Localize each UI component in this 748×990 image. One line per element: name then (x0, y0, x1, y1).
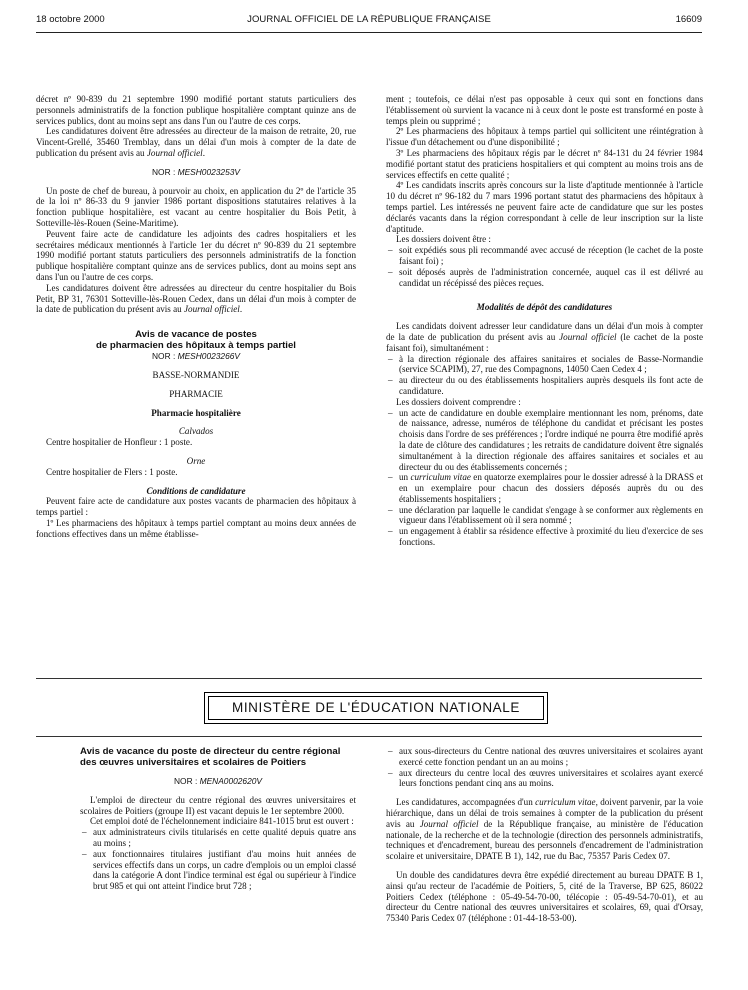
left-column-bottom (80, 746, 356, 892)
header-title: JOURNAL OFFICIEL DE LA RÉPUBLIQUE FRANÇAISE (247, 14, 491, 25)
left-column-top (36, 94, 356, 540)
list-item: – aux fonctionnaires titulaires justifiant d'au moins huit années de services effectifs dans un corps, un cadre d'emplois ou un emploi classé dans la catégorie A dont l'indice terminal est égal ou supérieur à l'indice brut 985 et qui ont atteint l'indice brut 728 ; (80, 849, 356, 892)
department-heading: Orne (186, 455, 206, 466)
section-title: Avis de vacance de postes (135, 329, 257, 341)
list-item: – au directeur du ou des établissements hospitaliers auprès desquels ils font acte de candidature. (386, 375, 703, 397)
paragraph: Les candidats doivent adresser leur candidature dans un délai d'un mois à compter de la date de publication du présent avis au Journal officiel (le cachet de la poste faisant foi), simultanément : (386, 321, 703, 353)
list (80, 827, 356, 892)
list (386, 245, 703, 288)
list-item: – aux administrateurs civils titularisés en cette qualité depuis quatre ans au moins ; (80, 827, 356, 849)
section-title: de pharmacien des hôpitaux à temps partiel (96, 340, 296, 352)
paragraph: 1º Les pharmaciens des hôpitaux à temps partiel comptant au moins deux années de fonctions effectives dans un même établisse- (36, 517, 356, 539)
nor-reference: NOR : MESH0023266V (152, 351, 240, 362)
list-item: – un acte de candidature en double exemplaire mentionnant les nom, prénoms, date de naissance, adresse, numéros de téléphone du candidat et précisant les postes choisis dans l'ordre de ses préférences ; l'ordre indiqué ne pourra être modifié après la date de clôture des candidatures ; les retraits de candidature doivent être signalés simultanément à la direction régionale des affaires sanitaires et sociales et au directeur du ou des établissements concernés ; (386, 408, 703, 473)
header-date: 18 octobre 2000 (36, 14, 105, 25)
nor-reference: NOR : MESH0023253V (152, 166, 240, 177)
ministry-title: MINISTÈRE DE L'ÉDUCATION NATIONALE (208, 696, 544, 720)
paragraph: 3º Les pharmaciens des hôpitaux régis par le décret nº 84-131 du 24 février 1984 modifié portant statut des praticiens hospitaliers et qui comptent au moins trois ans de services effectifs en cette qualité ; (386, 147, 703, 180)
section-divider (36, 678, 702, 679)
list (386, 746, 703, 789)
list-item: – soit déposés auprès de l'administration concernée, auquel cas il est délivré au candidat un récépissé des pièces reçues. (386, 267, 703, 289)
right-column-top (386, 94, 703, 548)
paragraph: Centre hospitalier de Honfleur : 1 poste. (46, 437, 193, 448)
subsection-heading: Conditions de candidature (146, 485, 246, 496)
section-divider (36, 736, 702, 737)
paragraph: 4º Les candidats inscrits après concours sur la liste d'aptitude mentionnée à l'article 10 du décret nº 96-182 du 7 mars 1996 portant statut des pharmaciens des hôpitaux à temps partiel. Les intéressés ne peuvent faire acte de candidature que sur les postes déclarés vacants dans la région correspondant à celle de leur inscription sur la liste d'aptitude. (386, 180, 703, 234)
header-page-number: 16609 (675, 14, 702, 25)
subsection-heading: Modalités de dépôt des candidatures (476, 302, 613, 313)
nor-reference: NOR : MENA0002620V (174, 776, 262, 786)
paragraph: Les candidatures, accompagnées d'un curriculum vitae, doivent parvenir, par la voie hiérarchique, dans un délai de trois semaines à compter de la publication du présent avis au Journal officiel de la République française, au ministère de l'éducation nationale, de la recherche et de la technologie (direction des personnels administratifs, techniques et d'encadrement, bureau des personnels d'encadrement de l'administration scolaire et universitaire, DPATE B 1), 142, rue du Bac, 75357 Paris Cedex 07. (386, 797, 703, 862)
paragraph: Centre hospitalier de Flers : 1 poste. (46, 466, 178, 477)
list-item: – un curriculum vitae en quatorze exemplaires pour le dossier adressé à la DRASS et en un exemplaire pour chacun des dossiers déposés auprès du ou des établissements hospitaliers ; (386, 472, 703, 504)
paragraph: Les candidatures doivent être adressées au directeur de la maison de retraite, 20, rue Vincent-Grellé, 35460 Tremblay, dans un délai d'un mois à compter de la date de publication du présent avis au Journal officiel. (36, 126, 356, 158)
paragraph: ment ; toutefois, ce délai n'est pas opposable à ceux qui sont en fonctions dans l'établissement où survient la vacance ni à ceux dont le poste est transformé en poste à temps plein ou supprimé ; (386, 94, 703, 126)
paragraph: Un poste de chef de bureau, à pourvoir au choix, en application du 2º de l'article 35 de la loi nº 86-33 du 9 janvier 1986 portant dispositions statutaires relatives à la fonction publique hospitalière, est vacant au centre hospitalier du Bois Petit, à Sotteville-lès-Rouen (Seine-Maritime). (36, 185, 356, 228)
paragraph: Un double des candidatures devra être expédié directement au bureau DPATE B 1, ainsi qu'au recteur de l'académie de Poitiers, 5, cité de la Traverse, BP 625, 86022 Poitiers Cedex (téléphone : 05-49-54-70-00, télécopie : 05-49-54-70-01), et au directeur du Centre national des œuvres universitaires et scolaires, 69, quai d'Orsay, 75340 Paris Cedex 07 (téléphone : 01-44-18-53-00). (386, 869, 703, 924)
list (386, 408, 703, 548)
paragraph: Peuvent faire acte de candidature les adjoints des cadres hospitaliers et les secrétaires médicaux mentionnés à l'article 1er du décret nº 90-839 du 21 septembre 1990 modifié portant statuts particuliers des personnels administratifs de la fonction publique hospitalière comptant quinze ans de services publics, dont au moins sept ans dans l'un ou l'autre de ces corps. (36, 228, 356, 282)
right-column-bottom (386, 746, 703, 924)
subcategory-heading: Pharmacie hospitalière (151, 407, 241, 418)
list-item: – soit expédiés sous pli recommandé avec accusé de réception (le cachet de la poste faisant foi) ; (386, 245, 703, 267)
list (386, 354, 703, 397)
paragraph: L'emploi de directeur du centre régional des œuvres universitaires et scolaires de Poitiers (groupe II) est vacant depuis le 1er septembre 2000. (80, 794, 356, 816)
paragraph: 2º Les pharmaciens des hôpitaux à temps partiel qui sollicitent une réintégration à l'issue d'un détachement ou d'une disponibilité ; (386, 126, 703, 148)
list-item: – à la direction régionale des affaires sanitaires et sociales de Basse-Normandie (service SCAPIM), 27, rue des Compagnons, 14050 Caen Cedex 4 ; (386, 354, 703, 376)
paragraph: Cet emploi doté de l'échelonnement indiciaire 841-1015 brut est ouvert : (90, 816, 354, 827)
list-item: – un engagement à établir sa résidence effective à proximité du lieu d'exercice de ses fonctions. (386, 526, 703, 548)
paragraph: Les dossiers doivent comprendre : (396, 396, 521, 407)
department-heading: Calvados (178, 426, 214, 437)
paragraph: Les candidatures doivent être adressées au directeur du centre hospitalier du Bois Petit, BP 31, 76301 Sotteville-lès-Rouen Cedex, dans un délai d'un mois à compter de la date de publication du présent avis au Journal officiel. (36, 282, 356, 315)
page-header (36, 8, 702, 33)
paragraph: Les dossiers doivent être : (396, 234, 491, 245)
ministry-banner (204, 692, 548, 724)
list-item: – une déclaration par laquelle le candidat s'engage à se conformer aux règlements en vigueur dans l'établissement où il sera nommé ; (386, 505, 703, 527)
paragraph: Peuvent faire acte de candidature aux postes vacants de pharmacien des hôpitaux à temps partiel : (36, 496, 356, 518)
list-item: – aux sous-directeurs du Centre national des œuvres universitaires et scolaires ayant exercé cette fonction pendant un an au moins ; (386, 746, 703, 768)
category-heading: PHARMACIE (169, 388, 223, 399)
list-item: – aux directeurs du centre local des œuvres universitaires et scolaires ayant exercé leurs fonctions pendant cinq ans au moins. (386, 768, 703, 790)
paragraph: décret nº 90-839 du 21 septembre 1990 modifié portant statuts particuliers des personnels administratifs de la fonction publique hospitalière comptant quinze ans de services publics, dont au moins sept ans dans l'un ou l'autre de ces corps. (36, 94, 356, 126)
region-heading: BASSE-NORMANDIE (152, 369, 240, 380)
section-title: Avis de vacance du poste de directeur du centre régional des œuvres universitaires et scolaires de Poitiers (80, 746, 341, 768)
